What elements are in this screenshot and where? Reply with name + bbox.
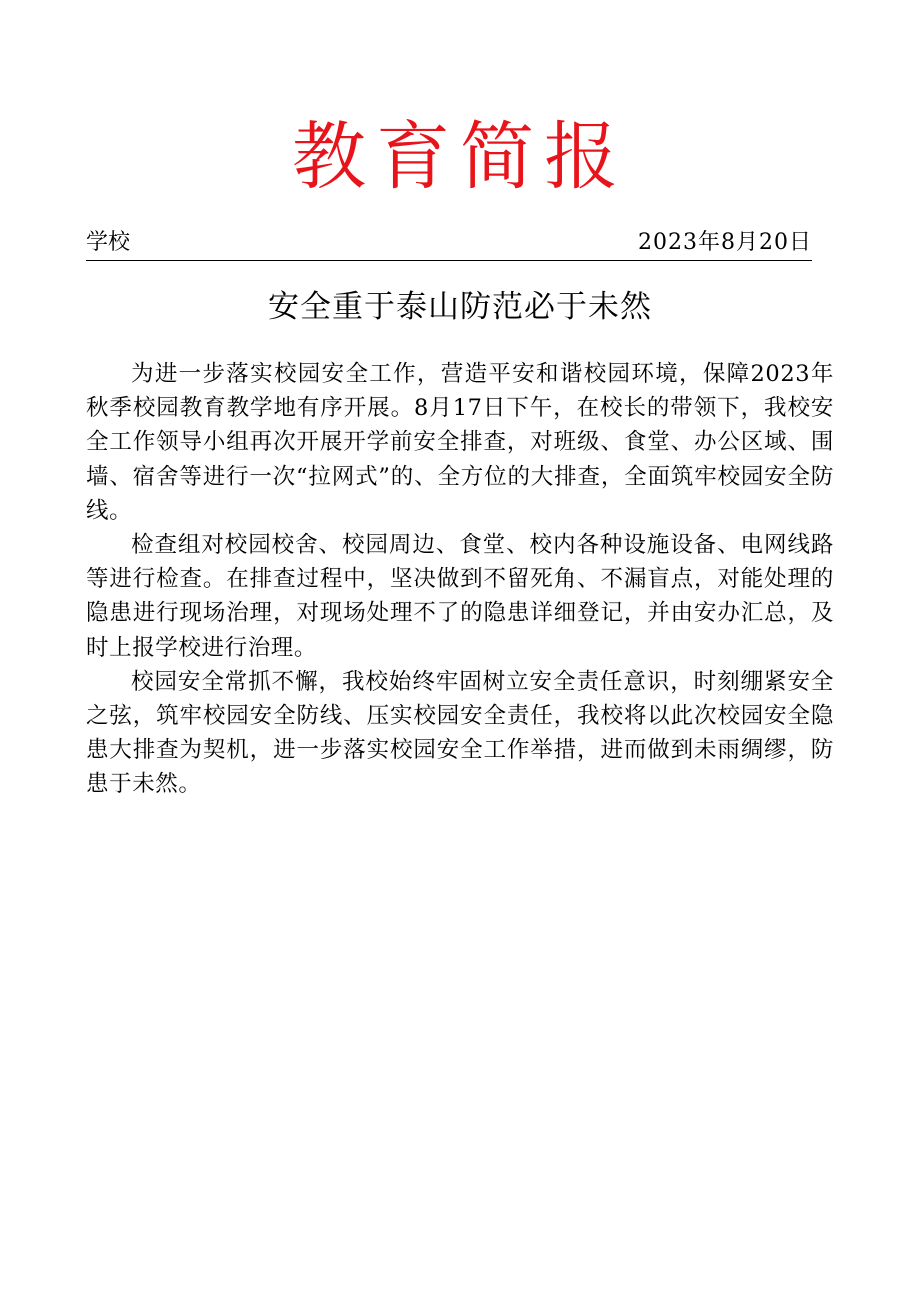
paragraph-3: 校园安全常抓不懈，我校始终牢固树立安全责任意识，时刻绷紧安全之弦，筑牢校园安全防线、压实校园安全责任，我校将以此次校园安全隐患大排查为契机，进一步落实校园安全工作举措，进而做到未雨绸缪，防患于未然。: [86, 668, 834, 798]
article-headline: 安全重于泰山防范必于未然: [268, 289, 652, 325]
paragraph-2: 检查组对校园校舍、校园周边、食堂、校内各种设施设备、电网线路等进行检查。在排查过程中，坚决做到不留死角、不漏盲点，对能处理的隐患进行现场治理，对现场处理不了的隐患详细登记，并由安办汇总，及时上报学校进行治理。: [86, 532, 834, 661]
school-label: 学校: [86, 230, 131, 255]
masthead-title: 教育简报: [292, 114, 628, 200]
article-body: [86, 357, 834, 802]
paragraph-1: 为进一步落实校园安全工作，营造平安和谐校园环境，保障2023年秋季校园教育教学地有序开展。8月17日下午，在校长的带领下，我校安全工作领导小组再次开展开学前安全排查，对班级、食堂、办公区域、围墙、宿舍等进行一次“拉网式”的、全方位的大排查，全面筑牢校园安全防线。: [86, 361, 834, 524]
issue-date: 2023年8月20日: [638, 230, 812, 255]
meta-line: [86, 226, 812, 261]
